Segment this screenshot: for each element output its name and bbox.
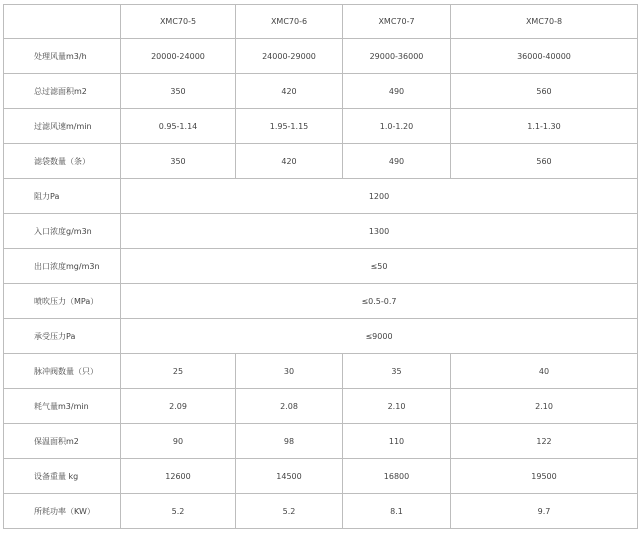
value-cell: 29000-36000 <box>343 39 451 74</box>
table-row <box>4 109 638 144</box>
row-label: 保温面积m2 <box>4 424 121 459</box>
table-row <box>4 494 638 529</box>
value-cell: 25 <box>121 354 236 389</box>
row-label: 所耗功率（KW） <box>4 494 121 529</box>
row-label: 滤袋数量（条） <box>4 144 121 179</box>
header-cell-model: XMC70-7 <box>343 5 451 39</box>
value-cell: 5.2 <box>236 494 343 529</box>
value-cell: 36000-40000 <box>451 39 638 74</box>
row-label: 脉冲阀数量（只） <box>4 354 121 389</box>
value-cell: 490 <box>343 74 451 109</box>
table-row <box>4 74 638 109</box>
table-row <box>4 389 638 424</box>
table-row <box>4 179 638 214</box>
value-cell: 560 <box>451 74 638 109</box>
value-cell: 0.95-1.14 <box>121 109 236 144</box>
table-row <box>4 424 638 459</box>
value-cell: 2.09 <box>121 389 236 424</box>
value-cell: 490 <box>343 144 451 179</box>
value-cell: 98 <box>236 424 343 459</box>
header-cell-model: XMC70-8 <box>451 5 638 39</box>
value-cell: 560 <box>451 144 638 179</box>
header-cell-model: XMC70-5 <box>121 5 236 39</box>
table-row <box>4 214 638 249</box>
row-label: 总过滤面积m2 <box>4 74 121 109</box>
value-cell: 350 <box>121 144 236 179</box>
spec-table <box>3 4 638 529</box>
value-cell: 19500 <box>451 459 638 494</box>
value-cell: 122 <box>451 424 638 459</box>
table-row <box>4 459 638 494</box>
table-row <box>4 354 638 389</box>
value-cell: 420 <box>236 74 343 109</box>
table-row <box>4 284 638 319</box>
merged-value-cell: ≤9000 <box>121 319 638 354</box>
merged-value-cell: ≤0.5-0.7 <box>121 284 638 319</box>
merged-value-cell: 1300 <box>121 214 638 249</box>
header-row <box>4 5 638 39</box>
merged-value-cell: 1200 <box>121 179 638 214</box>
value-cell: 40 <box>451 354 638 389</box>
table-row <box>4 249 638 284</box>
value-cell: 1.95-1.15 <box>236 109 343 144</box>
value-cell: 2.10 <box>343 389 451 424</box>
table-row <box>4 39 638 74</box>
value-cell: 90 <box>121 424 236 459</box>
table-row <box>4 144 638 179</box>
row-label: 处理风量m3/h <box>4 39 121 74</box>
value-cell: 2.08 <box>236 389 343 424</box>
value-cell: 1.1-1.30 <box>451 109 638 144</box>
value-cell: 9.7 <box>451 494 638 529</box>
row-label: 入口浓度g/m3n <box>4 214 121 249</box>
spec-table-container <box>3 4 638 529</box>
value-cell: 20000-24000 <box>121 39 236 74</box>
value-cell: 350 <box>121 74 236 109</box>
merged-value-cell: ≤50 <box>121 249 638 284</box>
value-cell: 35 <box>343 354 451 389</box>
row-label: 出口浓度mg/m3n <box>4 249 121 284</box>
row-label: 耗气量m3/min <box>4 389 121 424</box>
value-cell: 2.10 <box>451 389 638 424</box>
value-cell: 16800 <box>343 459 451 494</box>
header-cell-model: XMC70-6 <box>236 5 343 39</box>
header-cell-empty <box>4 5 121 39</box>
row-label: 过滤风速m/min <box>4 109 121 144</box>
row-label: 承受压力Pa <box>4 319 121 354</box>
value-cell: 420 <box>236 144 343 179</box>
value-cell: 1.0-1.20 <box>343 109 451 144</box>
value-cell: 24000-29000 <box>236 39 343 74</box>
value-cell: 5.2 <box>121 494 236 529</box>
value-cell: 30 <box>236 354 343 389</box>
value-cell: 110 <box>343 424 451 459</box>
value-cell: 12600 <box>121 459 236 494</box>
value-cell: 14500 <box>236 459 343 494</box>
table-row <box>4 319 638 354</box>
value-cell: 8.1 <box>343 494 451 529</box>
row-label: 阻力Pa <box>4 179 121 214</box>
row-label: 喷吹压力（MPa） <box>4 284 121 319</box>
row-label: 设备重量 kg <box>4 459 121 494</box>
